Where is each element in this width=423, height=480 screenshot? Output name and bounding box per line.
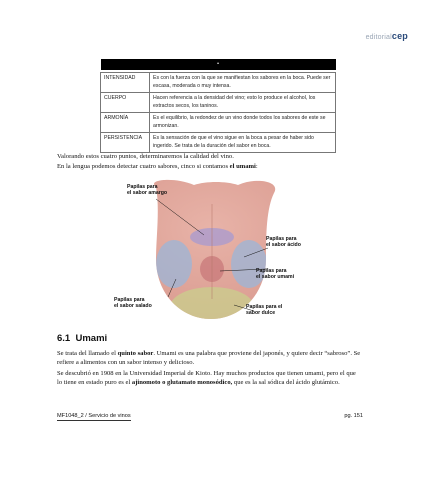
label-line: Papilas para <box>127 184 158 190</box>
section-heading <box>57 333 107 344</box>
text-span: : <box>255 163 258 170</box>
table-term: PERSISTENCIA <box>101 133 150 153</box>
text-span: Se trata del llamado el <box>57 350 118 357</box>
paragraph-umami-history <box>57 369 362 387</box>
tongue-illustration <box>116 179 306 321</box>
table-term: INTENSIDAD <box>101 73 150 93</box>
label-line: el sabor umami <box>256 274 295 280</box>
bold-term: ajinomoto o glutamato monosódico, <box>131 379 233 387</box>
paragraph-tastes <box>57 162 362 171</box>
section-title: Umami <box>75 333 108 344</box>
table-row <box>101 73 336 93</box>
label-line: Papilas para <box>114 297 145 303</box>
label-sweet <box>246 304 282 316</box>
sour-zone-left <box>156 240 192 288</box>
logo-prefix: editorial <box>365 34 392 41</box>
text-span: que es la sal sódica del ácido glutámico. <box>232 379 340 387</box>
table-row <box>101 133 336 153</box>
table-header: • <box>101 59 336 70</box>
bold-term: el umami <box>229 163 256 170</box>
label-sour <box>266 236 301 248</box>
section-number: 6.1 <box>57 333 71 344</box>
footer-course: MF1048_2 / Servicio de vinos <box>57 413 131 419</box>
label-line: el sabor salado <box>114 303 152 309</box>
logo-brand: cep <box>391 31 408 41</box>
label-salty <box>114 297 152 309</box>
label-line: Papilas para el <box>246 304 283 310</box>
table-desc: Hacen referencia a la densidad del vino; esto lo produce el alcohol, los extractos secos, los taninos. <box>150 93 336 113</box>
table-row <box>101 93 336 113</box>
table-term: CUERPO <box>101 93 150 113</box>
table-desc: Es con la fuerza con la que se manifiestan los sabores en la boca. Puede ser escasa, moderada o muy intensa. <box>150 73 336 93</box>
table-term: ARMONÍA <box>101 113 150 133</box>
page-number: pg. 151 <box>344 413 363 419</box>
paragraph-umami-definition <box>57 349 362 367</box>
publisher-logo <box>366 31 408 41</box>
table-header-row <box>101 59 336 70</box>
label-line: el sabor ácido <box>266 242 301 248</box>
label-line: sabor dulce <box>246 310 276 316</box>
table-desc: Es la sensación de que el vino sigue en la boca a pesar de haber sido ingerido. Se trata de la duración del sabor en boca. <box>150 133 336 153</box>
bold-term: quinto sabor <box>117 350 154 357</box>
sour-zone-right <box>231 240 267 288</box>
label-line: Papilas para <box>256 268 287 274</box>
page-footer <box>57 413 363 421</box>
table-desc: Es el equilibrio, la redondez de un vino donde todos los sabores de este se armonizan. <box>150 113 336 133</box>
table-row <box>101 113 336 133</box>
text-span: Se descubrió en 1908 en la Universidad Imperial de Kioto. Hay muchos productos que tienen umami, pero el que lo tiene en estado puro es el <box>57 370 356 387</box>
paragraph-intro: Valorando estos cuatro puntos, determinaremos la calidad del vino. <box>57 153 234 160</box>
wine-attributes-table <box>100 59 336 153</box>
label-umami <box>256 268 294 280</box>
text-span: En la lengua podemos detectar cuatro sabores, cinco si contamos <box>57 163 230 170</box>
label-line: el sabor amargo <box>127 190 168 196</box>
label-bitter <box>127 184 167 196</box>
text-span: . Umami es una palabra que proviene del japonés, y quiere decir “sabroso”. Se refiere a alimentos con un sabor intenso y delicioso. <box>57 350 361 367</box>
label-line: Papilas para <box>266 236 297 242</box>
